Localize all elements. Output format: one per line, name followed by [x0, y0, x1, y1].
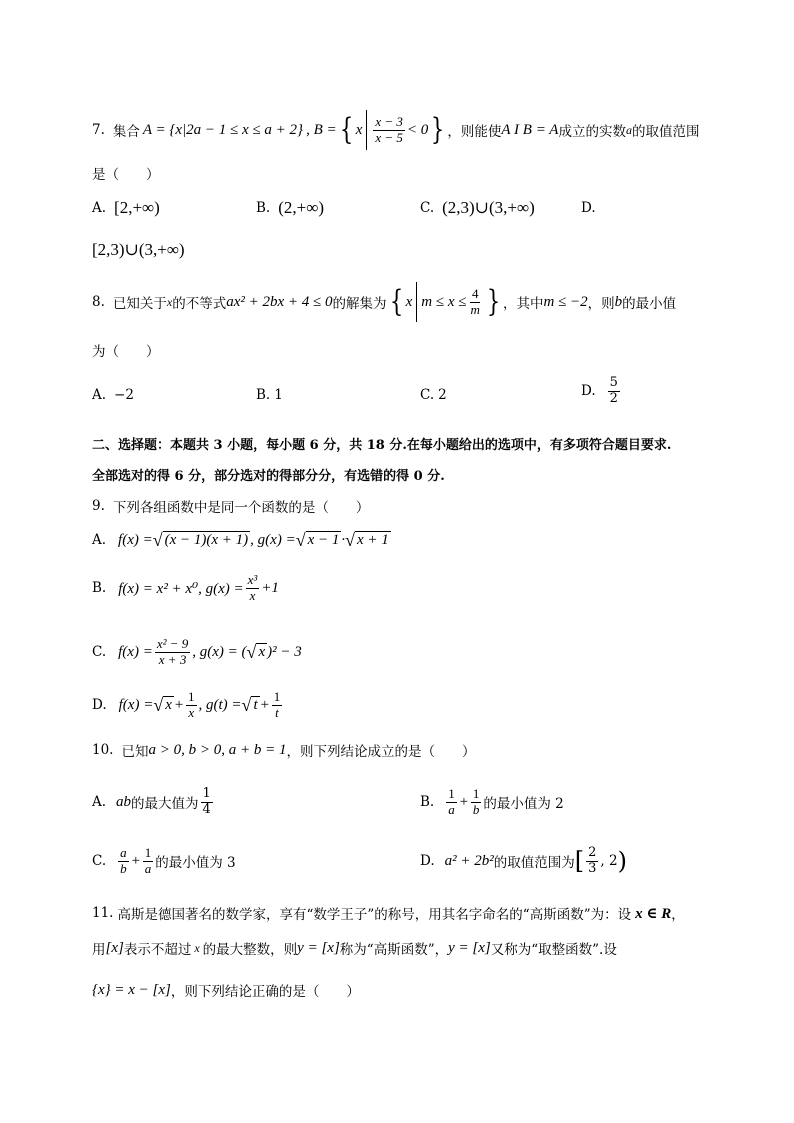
q8-option-c: [420, 387, 447, 403]
q8-var-x: x: [166, 294, 173, 309]
q11-line2-a: 用: [92, 942, 106, 958]
q9-option-a-dot: ·: [341, 531, 346, 548]
q9-option-d-numerator2: 1: [273, 689, 281, 704]
q7-option-a-label: A.: [92, 200, 107, 216]
q9-option-a-radicand1: (x − 1)(x + 1): [164, 532, 249, 548]
q10-option-a-numerator: 1: [202, 786, 211, 801]
q9-option-b: [92, 573, 279, 604]
q10-option-a-label: A.: [92, 794, 107, 811]
q11-number: 11.: [92, 905, 114, 921]
q10-option-d-fraction: [586, 846, 598, 877]
q10-option-c-label: C.: [92, 853, 107, 870]
q10-option-b-denominator2: b: [472, 801, 480, 817]
q11-line3: [92, 980, 360, 1000]
q10-condition: a > 0, b > 0, a + b = 1: [148, 741, 287, 758]
q9-option-a-radicand3: x + 1: [357, 532, 389, 548]
q8-option-d: [581, 376, 622, 407]
q8-text-b: 的不等式: [172, 296, 227, 312]
q11-line2-floor-fn: y = [x]: [448, 939, 491, 956]
q7-set-b-numerator: x − 3: [375, 113, 403, 129]
q7-number: 7.: [92, 122, 105, 138]
q10-option-c-text: 的最小值为 3: [155, 855, 236, 872]
q7-condition: A I B = A: [501, 121, 559, 138]
q8-option-d-label: D.: [581, 383, 596, 400]
q9-option-d-fraction2: [272, 690, 283, 721]
q8-var-b: b: [614, 293, 623, 310]
q10-option-c-plus: +: [130, 852, 141, 869]
q7-option-d-value-line: [92, 240, 185, 260]
q9-option-b-denominator: x: [249, 587, 256, 603]
q10-option-b-label: B.: [420, 794, 435, 811]
q8-option-b: [256, 387, 283, 403]
q9-option-d-radicand1: x: [165, 697, 172, 714]
q7-var: a: [625, 122, 632, 137]
q10-option-b-fraction2: [471, 787, 482, 818]
q7-option-d-value: [2,3)∪(3,+∞): [92, 240, 185, 259]
q7-set-b-var: x: [355, 121, 363, 138]
q7-option-b: [256, 198, 324, 218]
q8-set-var: x: [405, 293, 413, 310]
q8-set-numerator: 4: [471, 285, 479, 301]
q7-text-b: ，则能使: [447, 124, 502, 140]
q10-option-d: [420, 846, 627, 877]
q8-inequality: ax² + 2bx + 4 ≤ 0: [226, 293, 333, 310]
q10-option-c: [92, 846, 236, 877]
q11-line2-g: 称为“高斯函数”，: [339, 942, 449, 958]
q7-set-b-fraction: [373, 115, 405, 146]
q11-line2: [92, 938, 617, 958]
q9-option-d-sqrt2: √ t: [241, 695, 258, 716]
q10-option-b-text: 的最小值为 2: [483, 796, 564, 813]
q9-option-c-f: f(x) =: [118, 643, 153, 660]
q7-option-d-label: D.: [581, 200, 596, 216]
q9-option-a-label: A.: [92, 532, 107, 548]
q9-option-b-numerator: x³: [247, 572, 258, 587]
q10-option-c-fraction2: [143, 846, 154, 877]
q7-option-b-label: B.: [256, 200, 271, 216]
q8-option-d-denominator: 2: [609, 390, 618, 406]
q9-option-c-label: C.: [92, 644, 107, 661]
q7-text-c: 成立的实数: [558, 124, 626, 140]
q11-line2-x: x: [194, 940, 200, 955]
q9-option-d-label: D.: [92, 697, 107, 714]
q7-text-d: 的取值范围: [631, 124, 700, 140]
q8-option-b-value: 1: [274, 387, 283, 403]
q9-option-a-sqrt1: √ (x − 1)(x + 1): [152, 530, 249, 550]
q8-set-bar: [416, 282, 417, 322]
q8-text-f: 的最小值: [622, 296, 677, 312]
q8-left-brace: {: [389, 284, 403, 319]
q11-line2-i: 又称为“取整函数”.设: [490, 942, 617, 958]
q9-option-d-g: , g(t) =: [198, 696, 242, 713]
q9-option-d-radicand2: t: [253, 697, 258, 714]
q8-text-c: 的解集为: [332, 296, 387, 312]
q11-line2-e: 的最大整数，则: [202, 942, 298, 958]
q10-option-c-fraction1: [118, 846, 129, 877]
q8-option-d-fraction: [608, 376, 620, 407]
q8-option-a-label: A.: [92, 387, 107, 403]
q10-option-a-text: 的最大值为: [131, 796, 199, 813]
q11-line1-text: 高斯是德国著名的数学家，享有“数学王子”的称号，用其名字命名的“高斯函数”为：设: [117, 907, 632, 923]
q9-option-d-f: f(x) =: [118, 696, 154, 713]
q9-option-a-g: , g(x) =: [250, 531, 296, 548]
q8-condition: m ≤ −2: [543, 293, 588, 310]
q10-option-d-numerator: 2: [588, 845, 597, 860]
q8-number: 8.: [92, 294, 105, 310]
q10-option-d-tail: , 2: [600, 853, 618, 870]
q10-option-c-numerator1: a: [120, 845, 127, 860]
q10-option-a-fraction: [201, 787, 213, 818]
q8-stem-line1: [92, 282, 676, 322]
q7-option-c: [420, 198, 535, 218]
q7-right-brace: }: [431, 112, 445, 147]
q11-line2-floor-x: [x]: [105, 939, 124, 956]
section2-instructions-line2: 全部选对的得 6 分，部分选对的得部分分，有选错的得 0 分.: [92, 469, 445, 484]
q8-text-e: ，则: [587, 296, 615, 312]
q9-option-a-radicand2: x − 1: [307, 532, 340, 548]
q10-option-d-denominator: 3: [588, 860, 597, 876]
q7-set-b-tail: < 0: [406, 121, 429, 138]
q11-line3-text: ，则下列结论正确的是（ ）: [170, 984, 360, 1000]
q9-option-d-plus2: +: [259, 696, 270, 713]
q11-line3-frac-part: {x} = x − [x]: [92, 981, 171, 998]
q7-option-a: [92, 198, 160, 218]
q8-set-mid: m ≤ x ≤: [421, 293, 467, 310]
q8-option-d-numerator: 5: [609, 375, 618, 390]
q9-option-b-fraction: [246, 573, 260, 604]
q8-set-denominator: m: [470, 301, 480, 317]
q7-left-brace: {: [339, 112, 353, 147]
q9-option-a-f: f(x) =: [118, 531, 153, 548]
q9-option-b-tail: +1: [261, 579, 279, 596]
q10-option-d-text: 的取值范围为: [493, 855, 575, 872]
q9-option-c-tail: )² − 3: [267, 643, 302, 660]
q10-option-b-numerator1: 1: [448, 786, 455, 801]
q10-option-a: [92, 787, 215, 818]
q7-set-b-denominator: x − 5: [375, 129, 403, 145]
q10-option-d-label: D.: [420, 853, 435, 870]
q8-option-c-value: 2: [438, 387, 447, 403]
q7-option-c-label: C.: [420, 200, 435, 216]
q9-stem: [92, 496, 369, 516]
q10-option-d-open-bracket: [: [574, 847, 585, 876]
q8-text-d: ，其中: [502, 296, 544, 312]
q11-line1-comma: ，: [671, 907, 685, 923]
q9-option-b-label: B.: [92, 580, 107, 597]
q10-option-c-denominator1: b: [120, 860, 127, 876]
q11-line2-c: 表示不超过: [123, 942, 192, 958]
q9-option-a: [92, 531, 391, 549]
q10-option-b-plus: +: [458, 793, 469, 810]
q10-option-d-expr: a² + 2b²: [444, 852, 494, 869]
q8-right-brace: }: [486, 284, 501, 319]
q9-option-d-denominator2: t: [275, 704, 279, 720]
q9-number: 9.: [92, 498, 105, 514]
q7-option-a-value: [2,+∞): [114, 198, 160, 217]
q7-text-a: 集合: [112, 124, 140, 140]
q11-line1: [92, 903, 685, 923]
q11-line1-set: x ∈ R: [635, 905, 672, 922]
q7-set-a: A = {x|2a − 1 ≤ x ≤ a + 2}: [142, 121, 304, 138]
q10-option-c-denominator2: a: [144, 860, 152, 876]
q11-line2-gauss-fn: y = [x]: [297, 939, 340, 956]
q9-text: 下列各组函数中是同一个函数的是（ ）: [112, 500, 370, 516]
q9-option-c-radicand: x: [258, 644, 266, 661]
q7-stem-line2: 是（ ）: [92, 167, 160, 183]
q7-option-d: [581, 200, 596, 216]
q10-number: 10.: [92, 742, 114, 758]
q10-option-d-close-bracket: ): [617, 847, 627, 876]
q9-option-c-denominator: x + 3: [158, 651, 187, 667]
q8-option-c-label: C.: [420, 387, 435, 403]
q8-option-b-label: B.: [256, 387, 271, 403]
q7-option-b-value: (2,+∞): [278, 198, 324, 217]
q10-option-b: [420, 787, 564, 818]
q10-option-b-denominator1: a: [448, 801, 455, 817]
q9-option-b-f: f(x) = x² + x⁰, g(x) =: [118, 580, 244, 597]
q10-option-a-expr: ab: [116, 793, 132, 810]
q9-option-d-plus1: +: [173, 696, 185, 713]
q9-option-d-numerator1: 1: [188, 689, 195, 704]
q9-option-a-sqrt3: √ x + 1: [345, 530, 389, 550]
q8-option-a: [92, 387, 134, 403]
q9-option-c-g: , g(x) = (: [192, 643, 247, 660]
q8-set-fraction: [469, 287, 482, 318]
q10-text-b: ，则下列结论成立的是（ ）: [286, 744, 476, 760]
section2-instructions-line1: 二、选择题：本题共 3 小题，每小题 6 分，共 18 分.在每小题给出的选项中，有多项符合题目要求.: [92, 438, 672, 453]
q7-option-c-value: (2,3)∪(3,+∞): [442, 198, 535, 217]
q7-stem-line1: [92, 110, 699, 150]
q9-option-d-sqrt1: √ x: [153, 695, 172, 716]
q9-option-a-sqrt2: √ x − 1: [295, 530, 340, 550]
q9-option-c: [92, 637, 302, 668]
q9-option-d: [92, 690, 284, 721]
q8-option-a-value: −2: [114, 387, 134, 403]
q7-set-b-bar: [366, 110, 367, 150]
q10-option-b-fraction1: [446, 787, 457, 818]
q9-option-d-fraction1: [186, 690, 197, 721]
q9-option-d-denominator1: x: [188, 704, 195, 720]
q8-stem-line2: 为（ ）: [92, 344, 160, 360]
q8-text-a: 已知关于: [112, 296, 167, 312]
q10-stem: [92, 740, 475, 760]
q10-option-a-denominator: 4: [202, 801, 211, 817]
q10-option-c-numerator2: 1: [144, 845, 152, 860]
q10-option-b-numerator2: 1: [472, 786, 480, 801]
q7-set-b-prefix: , B =: [306, 121, 337, 138]
q10-text-a: 已知: [121, 744, 149, 760]
q9-option-c-fraction: [155, 637, 190, 668]
q9-option-c-sqrt: √ x: [246, 642, 266, 663]
q9-option-c-numerator: x² − 9: [156, 636, 189, 651]
